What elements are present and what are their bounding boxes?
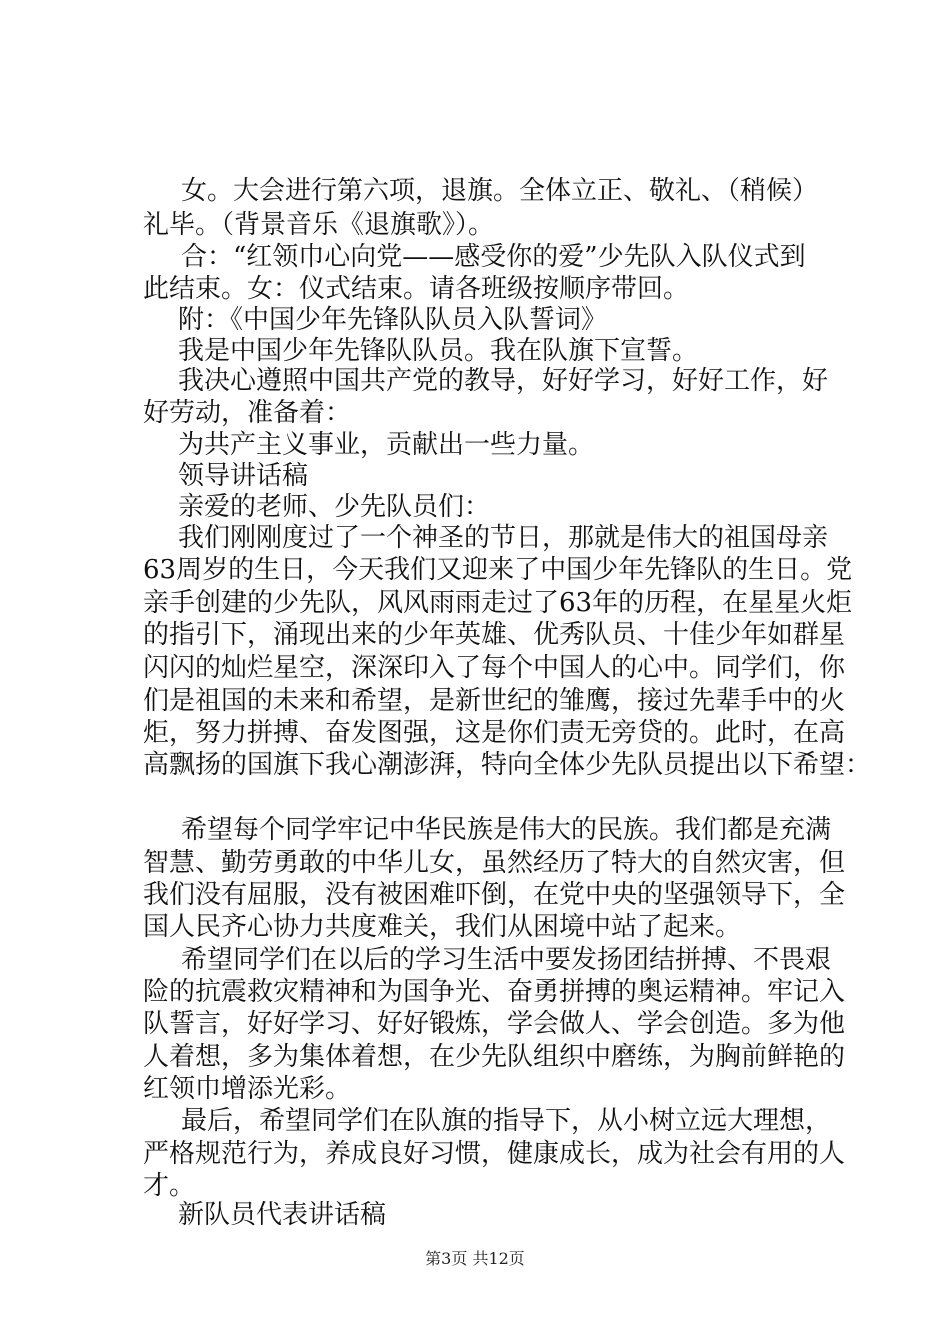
text-line: 希望同学们在以后的学习生活中要发扬团结拼搏、不畏艰 — [181, 945, 832, 975]
text-line: 我决心遵照中国共产党的教导，好好学习，好好工作，好 — [178, 366, 829, 396]
text-line: 63周岁的生日，今天我们又迎来了中国少年先锋队的生日。党 — [143, 555, 853, 585]
text-line: 红领巾增添光彩。 — [143, 1074, 352, 1104]
text-line: 人着想，多为集体着想，在少先队组织中磨练，为胸前鲜艳的 — [143, 1042, 846, 1072]
text-line: 此结束。女：仪式结束。请各班级按顺序带回。 — [143, 274, 690, 304]
text-line: 闪闪的灿烂星空，深深印入了每个中国人的心中。同学们，你 — [143, 653, 846, 683]
text-line: 好劳动，准备着： — [143, 398, 352, 428]
text-line: 炬，努力拼搏、奋发图强，这是你们责无旁贷的。此时，在高 — [143, 718, 846, 748]
section-heading: 新队员代表讲话稿 — [178, 1200, 387, 1230]
text-line: 附：《中国少年先锋队队员入队誓词》 — [178, 305, 608, 335]
text-line: 国人民齐心协力共度难关，我们从困境中站了起来。 — [143, 912, 742, 942]
text-line: 亲爱的老师、少先队员们： — [178, 492, 491, 522]
text-line: 亲手创建的少先队，风风雨雨走过了63年的历程，在星星火炬 — [143, 588, 853, 618]
text-line: 高飘扬的国旗下我心潮澎湃，特向全体少先队员提出以下希望： — [143, 750, 872, 780]
text-line: 险的抗震救灾精神和为国争光、奋勇拼搏的奥运精神。牢记入 — [143, 977, 846, 1007]
text-line: 严格规范行为，养成良好习惯，健康成长，成为社会有用的人 — [143, 1139, 846, 1169]
text-line: 女。大会进行第六项，退旗。全体立正、敬礼、（稍候） — [181, 176, 819, 206]
text-line: 合：“红领巾心向党——感受你的爱”少先队入队仪式到 — [181, 242, 806, 272]
text-line: 希望每个同学牢记中华民族是伟大的民族。我们都是充满 — [181, 815, 832, 845]
text-line: 礼毕。（背景音乐《退旗歌》）。 — [143, 210, 495, 240]
text-line: 队誓言，好好学习、好好锻炼，学会做人、学会创造。多为他 — [143, 1009, 846, 1039]
text-line: 最后，希望同学们在队旗的指导下，从小树立远大理想， — [181, 1106, 832, 1136]
page-number: 第3页 共12页 — [425, 1249, 525, 1268]
text-line: 我们刚刚度过了一个神圣的节日，那就是伟大的祖国母亲 — [178, 523, 829, 553]
text-line: 为共产主义事业，贡献出一些力量。 — [178, 430, 595, 460]
text-line: 才。 — [143, 1171, 196, 1201]
text-line: 的指引下，涌现出来的少年英雄、优秀队员、十佳少年如群星 — [143, 620, 846, 650]
text-line: 我是中国少年先锋队队员。我在队旗下宣誓。 — [178, 336, 699, 366]
text-line: 们是祖国的未来和希望，是新世纪的雏鹰，接过先辈手中的火 — [143, 686, 846, 716]
text-line: 智慧、勤劳勇敢的中华儿女，虽然经历了特大的自然灾害，但 — [143, 848, 846, 878]
text-line: 我们没有屈服，没有被困难吓倒，在党中央的坚强领导下，全 — [143, 880, 846, 910]
section-heading: 领导讲话稿 — [178, 461, 309, 491]
